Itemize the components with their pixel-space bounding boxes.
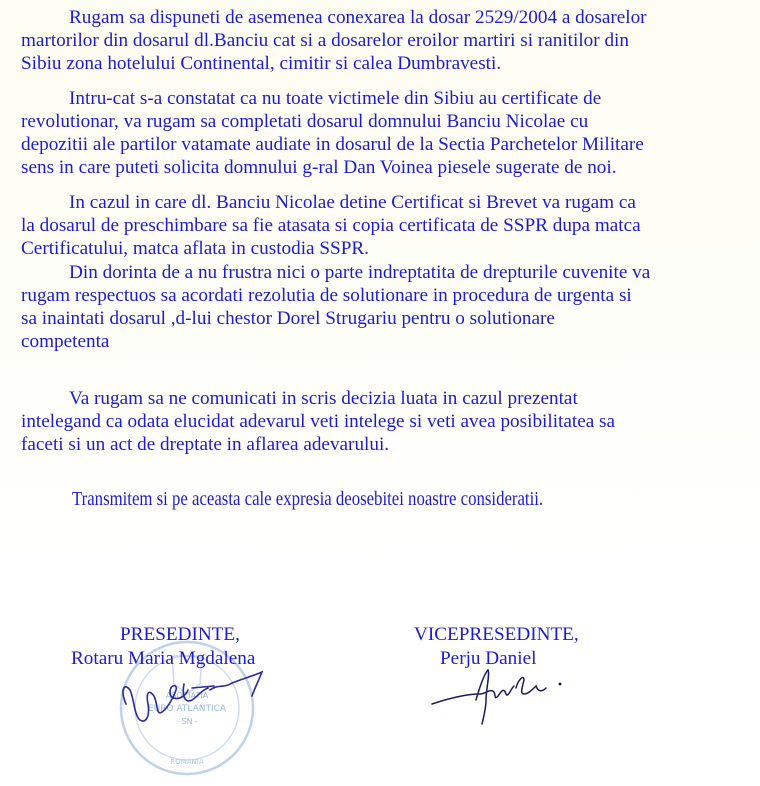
stamp-text: ASOCIATIA: [165, 691, 209, 700]
closing-formula: Transmitem si pe aceasta cale expresia deosebitei noastre consideratii.: [72, 489, 544, 510]
text-line: competenta: [21, 331, 110, 352]
handwritten-signature-president: [112, 660, 292, 740]
text-line: sens in care puteti solicita domnului g-ral Dan Voinea piesele sugerate de noi.: [21, 157, 617, 178]
text-line: Va rugam sa ne comunicati in scris decizia luata in cazul prezentat: [69, 388, 578, 409]
text-line: Certificatului, matca aflata in custodia SSPR.: [21, 238, 369, 259]
stamp-text: EURO ATLANTICA: [147, 704, 227, 714]
text-line: rugam respectuos sa acordati rezolutia de solutionare in procedura de urgenta si: [21, 285, 632, 306]
text-line: depozitii ale partilor vatamate audiate in dosarul de la Sectia Parchetelor Militare: [21, 134, 644, 155]
text-line: sa inaintati dosarul ,d-lui chestor Dorel Strugariu pentru o solutionare: [21, 308, 555, 329]
signatory-title-president: PRESEDINTE,: [120, 624, 240, 645]
text-line: Intru-cat s-a constatat ca nu toate victimele din Sibiu au certificate de: [69, 88, 602, 109]
text-line: martorilor din dosarul dl.Banciu cat si a dosarelor eroilor martiri si ranitilor din: [21, 30, 629, 51]
stamp-text: - SN -: [176, 717, 198, 726]
text-line: revolutionar, va rugam sa completati dosarul domnului Banciu Nicolae cu: [21, 111, 589, 132]
text-line: la dosarul de preschimbare sa fie atasata si copia certificata de SSPR dupa matca: [21, 215, 641, 236]
text-line: Rugam sa dispuneti de asemenea conexarea la dosar 2529/2004 a dosarelor: [69, 7, 647, 28]
stamp-text: ROMANIA: [170, 758, 204, 766]
text-line: faceti si un act de dreptate in aflarea adevarului.: [21, 434, 390, 455]
text-line: Sibiu zona hotelului Continental, cimitir si calea Dumbravesti.: [21, 53, 502, 74]
signatory-title-vicepresident: VICEPRESEDINTE,: [414, 624, 579, 645]
handwritten-signature-vicepresident: [420, 660, 580, 730]
text-line: In cazul in care dl. Banciu Nicolae detine Certificat si Brevet va rugam ca: [69, 192, 636, 213]
text-line: Din dorinta de a nu frustra nici o parte indreptatita de drepturile cuvenite va: [69, 262, 651, 283]
signatory-name-vicepresident: Perju Daniel: [440, 648, 537, 669]
signatory-name-president: Rotaru Maria Mgdalena: [71, 648, 256, 669]
text-line: intelegand ca odata elucidat adevarul veti intelege si veti avea posibilitatea sa: [21, 411, 616, 432]
